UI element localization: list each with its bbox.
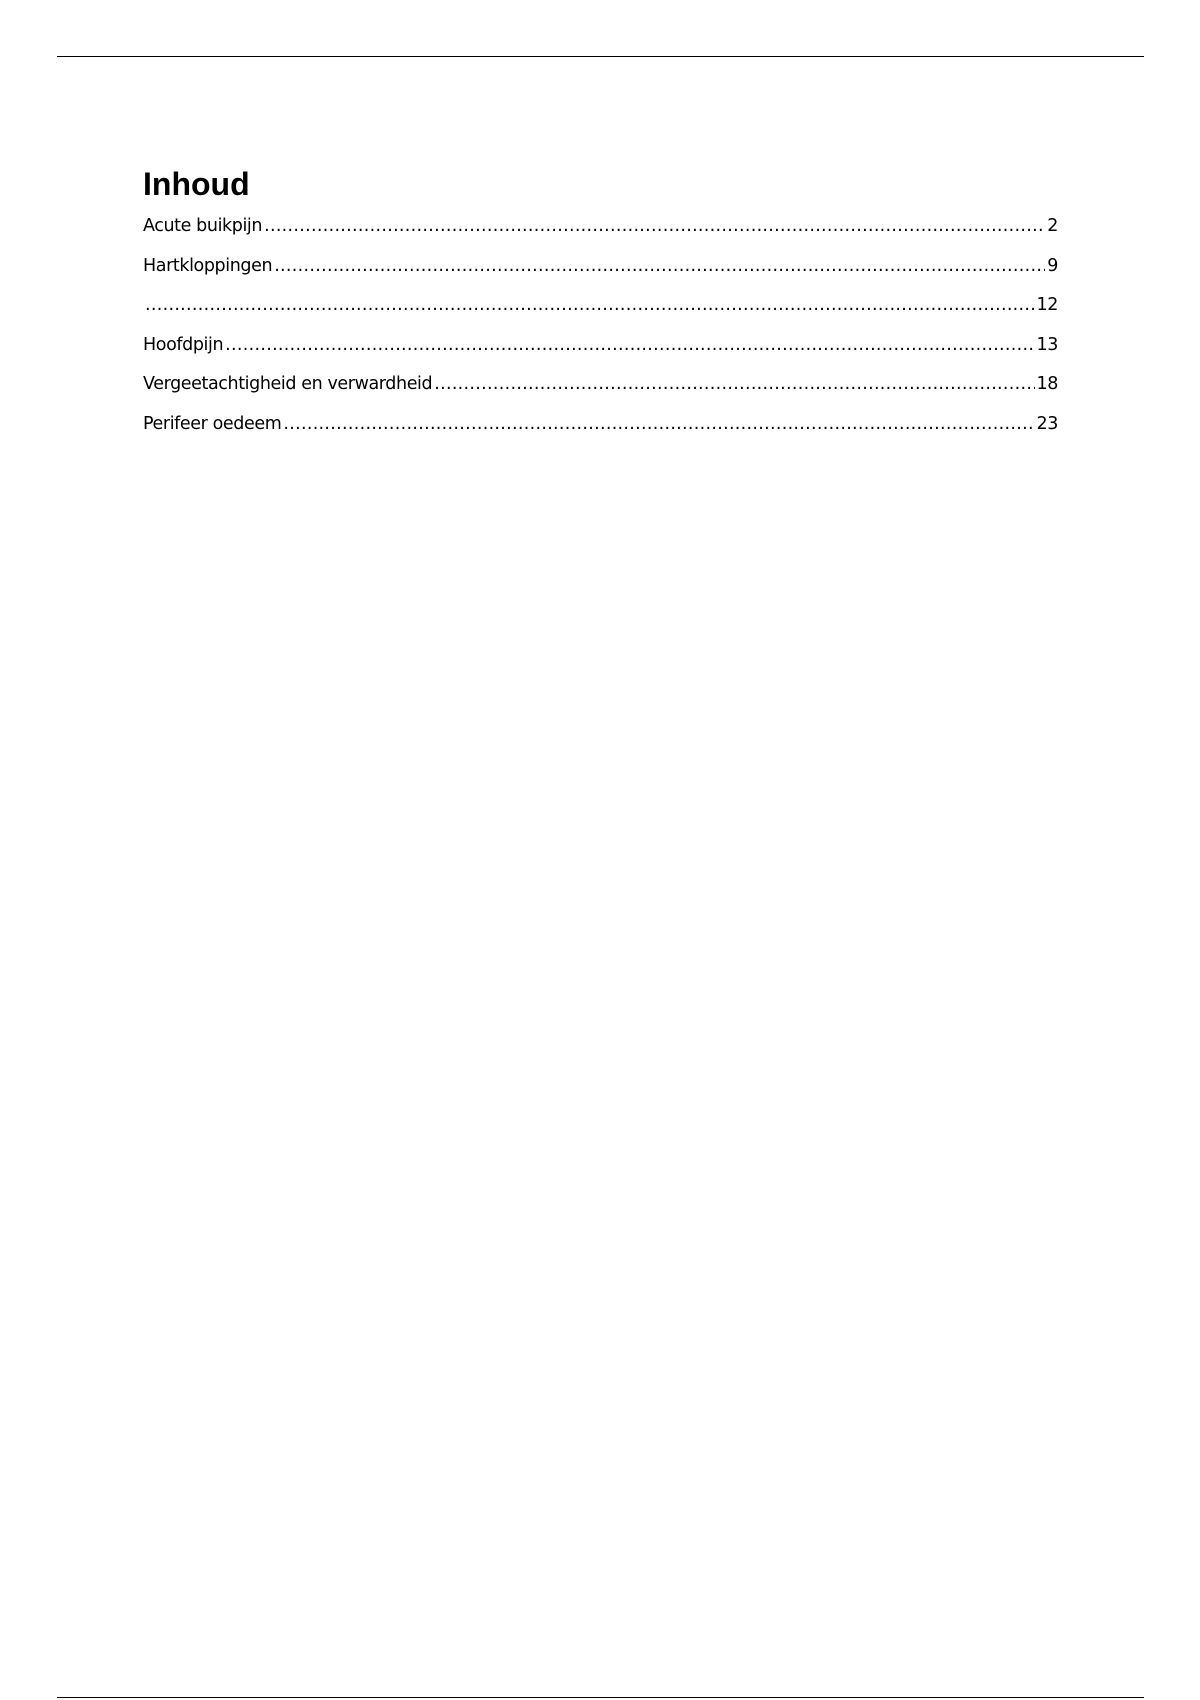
- header-rule: [57, 56, 1144, 57]
- footer-rule: [57, 1697, 1144, 1698]
- toc-entry[interactable]: [143, 414, 1058, 454]
- toc-entry[interactable]: [143, 335, 1058, 375]
- table-of-contents: [143, 162, 1058, 453]
- toc-dot-leader: [264, 216, 1045, 236]
- toc-heading: Inhoud: [143, 166, 250, 202]
- toc-entry[interactable]: [143, 295, 1058, 335]
- toc-entry-title: Hartkloppingen: [143, 255, 273, 276]
- toc-entry[interactable]: [143, 216, 1058, 256]
- toc-entry-page: 23: [1036, 413, 1058, 434]
- toc-entry-title: Acute buikpijn: [143, 216, 263, 236]
- toc-dot-leader: [274, 256, 1045, 276]
- toc-entry-page: 9: [1047, 255, 1058, 276]
- toc-entry[interactable]: [143, 374, 1058, 414]
- toc-entry-page: 13: [1036, 334, 1058, 355]
- toc-entry-title: Hoofdpijn: [143, 334, 224, 355]
- toc-entry-title: Perifeer oedeem: [143, 413, 282, 434]
- toc-list: [143, 216, 1058, 453]
- toc-entry-page: 18: [1036, 374, 1058, 394]
- toc-dot-leader: [225, 335, 1034, 355]
- toc-dot-leader: [145, 295, 1035, 315]
- toc-entry-page: 2: [1047, 216, 1058, 236]
- toc-entry-title: Vergeetachtigheid en verwardheid: [143, 374, 433, 394]
- toc-entry[interactable]: [143, 256, 1058, 296]
- toc-dot-leader: [283, 414, 1034, 434]
- toc-entry-page: 12: [1036, 295, 1058, 315]
- toc-dot-leader: [434, 374, 1034, 394]
